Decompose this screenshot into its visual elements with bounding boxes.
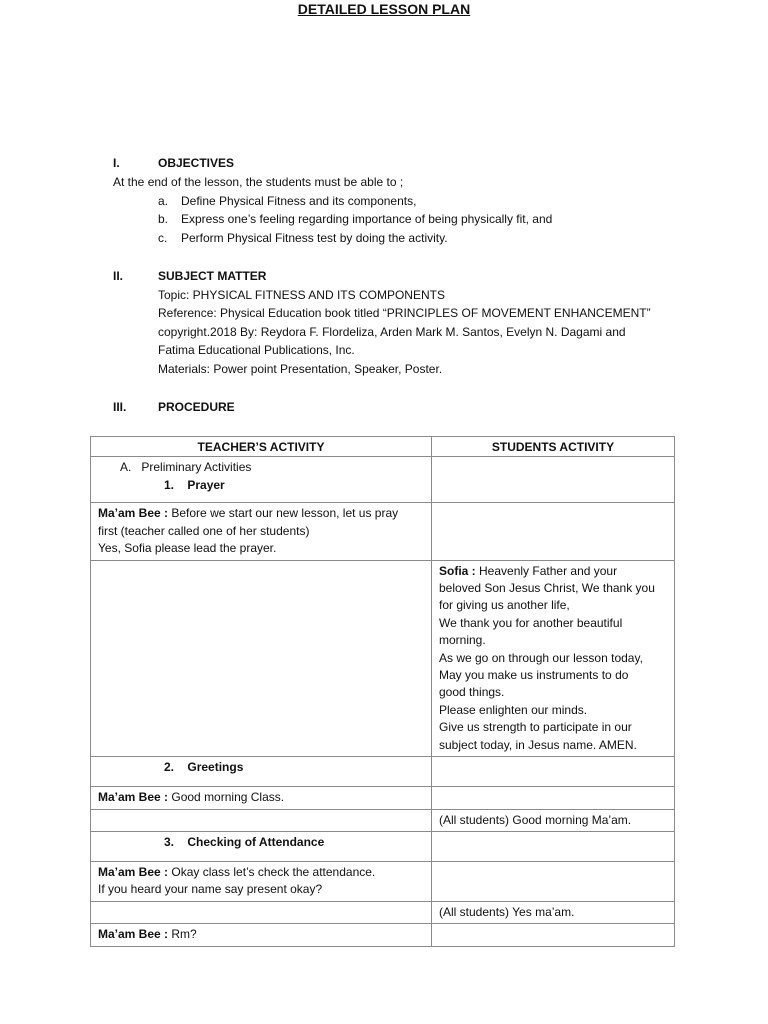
objective-item: Express one’s feeling regarding importance of being physically fit, and	[181, 212, 553, 226]
teacher-cell	[91, 457, 432, 503]
prayer-line: May you make us instruments to do	[439, 668, 629, 683]
speaker-label: Sofia :	[439, 563, 476, 578]
teacher-line: Okay class let’s check the attendance.	[171, 864, 376, 879]
column-header-teacher: TEACHER’S ACTIVITY	[91, 437, 432, 457]
greetings-number: 2.	[164, 760, 175, 775]
students-line: Yes ma’am.	[512, 904, 575, 919]
speaker-label: Ma’am Bee :	[98, 927, 169, 942]
teacher-cell	[91, 901, 432, 923]
prayer-line: subject today, in Jesus name. AMEN.	[439, 737, 637, 752]
prayer-line: Give us strength to participate in our	[439, 720, 632, 735]
subject-materials: Materials: Power point Presentation, Speaker, Poster.	[158, 362, 443, 376]
teacher-line: If you heard your name say present okay?	[98, 882, 323, 897]
section-number-subject-matter: II.	[113, 269, 124, 283]
teacher-cell	[91, 787, 432, 809]
table-row	[91, 924, 675, 946]
teacher-line: Before we start our new lesson, let us pray	[171, 506, 399, 521]
prayer-line: for giving us another life,	[439, 598, 570, 613]
students-cell	[432, 560, 675, 756]
teacher-cell	[91, 831, 432, 861]
students-cell	[432, 924, 675, 946]
table-row	[91, 901, 675, 923]
section-number-procedure: III.	[113, 400, 127, 414]
prayer-line: good things.	[439, 685, 505, 700]
section-heading-subject-matter: SUBJECT MATTER	[158, 269, 267, 283]
prayer-line: beloved Son Jesus Christ, We thank you	[439, 581, 655, 596]
greetings-label: Greetings	[187, 760, 244, 775]
objective-item: Perform Physical Fitness test by doing the activity.	[181, 231, 448, 245]
table-row	[91, 787, 675, 809]
speaker-label: Ma’am Bee :	[98, 790, 169, 805]
objective-letter: a.	[158, 194, 169, 208]
students-cell	[432, 757, 675, 787]
prayer-line: Heavenly Father and your	[479, 563, 618, 578]
subject-reference: Reference: Physical Education book titled “PRINCIPLES OF MOVEMENT ENHANCEMENT”	[158, 306, 651, 320]
procedure-table	[90, 436, 675, 947]
speaker-label: Ma’am Bee :	[98, 864, 169, 879]
prayer-line: We thank you for another beautiful	[439, 615, 623, 630]
table-row	[91, 861, 675, 901]
all-students-label: (All students)	[439, 812, 510, 827]
table-row	[91, 560, 675, 756]
attendance-heading	[98, 834, 424, 851]
table-row	[91, 831, 675, 861]
teacher-cell	[91, 503, 432, 560]
students-cell	[432, 901, 675, 923]
table-row	[91, 503, 675, 560]
attendance-number: 3.	[164, 834, 175, 849]
greetings-heading	[98, 759, 424, 776]
students-cell	[432, 503, 675, 560]
teacher-line: first (teacher called one of her students)	[98, 523, 310, 538]
preliminary-letter: A.	[120, 460, 132, 475]
table-row	[91, 757, 675, 787]
column-header-students: STUDENTS ACTIVITY	[432, 437, 675, 457]
section-heading-procedure: PROCEDURE	[158, 400, 235, 414]
objectives-intro: At the end of the lesson, the students must be able to ;	[113, 175, 404, 189]
prayer-line: As we go on through our lesson today,	[439, 650, 643, 665]
prayer-number: 1.	[164, 477, 175, 492]
prayer-line: morning.	[439, 633, 486, 648]
objective-item: Define Physical Fitness and its components,	[181, 194, 417, 208]
teacher-cell	[91, 560, 432, 756]
teacher-line: Rm?	[171, 927, 197, 942]
subject-publisher: Fatima Educational Publications, Inc.	[158, 343, 355, 357]
all-students-label: (All students)	[439, 904, 510, 919]
objective-letter: b.	[158, 212, 169, 226]
students-line: Good morning Ma’am.	[512, 812, 632, 827]
section-heading-objectives: OBJECTIVES	[158, 156, 235, 170]
teacher-cell	[91, 861, 432, 901]
table-row	[91, 457, 675, 503]
prayer-heading	[98, 477, 424, 494]
speaker-label: Ma’am Bee :	[98, 506, 169, 521]
preliminary-label: Preliminary Activities	[141, 460, 252, 475]
students-cell	[432, 457, 675, 503]
prayer-label: Prayer	[187, 477, 225, 492]
students-cell	[432, 809, 675, 831]
section-number-objectives: I.	[113, 156, 120, 170]
teacher-cell	[91, 809, 432, 831]
table-row	[91, 809, 675, 831]
table-header-row	[91, 437, 675, 457]
objective-letter: c.	[158, 231, 168, 245]
students-cell	[432, 787, 675, 809]
subject-copyright: copyright.2018 By: Reydora F. Flordeliza, Arden Mark M. Santos, Evelyn N. Dagami and	[158, 325, 626, 339]
prayer-line: Please enlighten our minds.	[439, 702, 588, 717]
subject-topic: Topic: PHYSICAL FITNESS AND ITS COMPONENTS	[158, 288, 445, 302]
document-title: DETAILED LESSON PLAN	[297, 1, 471, 17]
attendance-label: Checking of Attendance	[187, 834, 325, 849]
students-cell	[432, 861, 675, 901]
teacher-line: Good morning Class.	[171, 790, 285, 805]
teacher-cell	[91, 757, 432, 787]
teacher-line: Yes, Sofia please lead the prayer.	[98, 541, 277, 556]
teacher-cell	[91, 924, 432, 946]
students-cell	[432, 831, 675, 861]
preliminary-activities-line	[98, 459, 424, 476]
